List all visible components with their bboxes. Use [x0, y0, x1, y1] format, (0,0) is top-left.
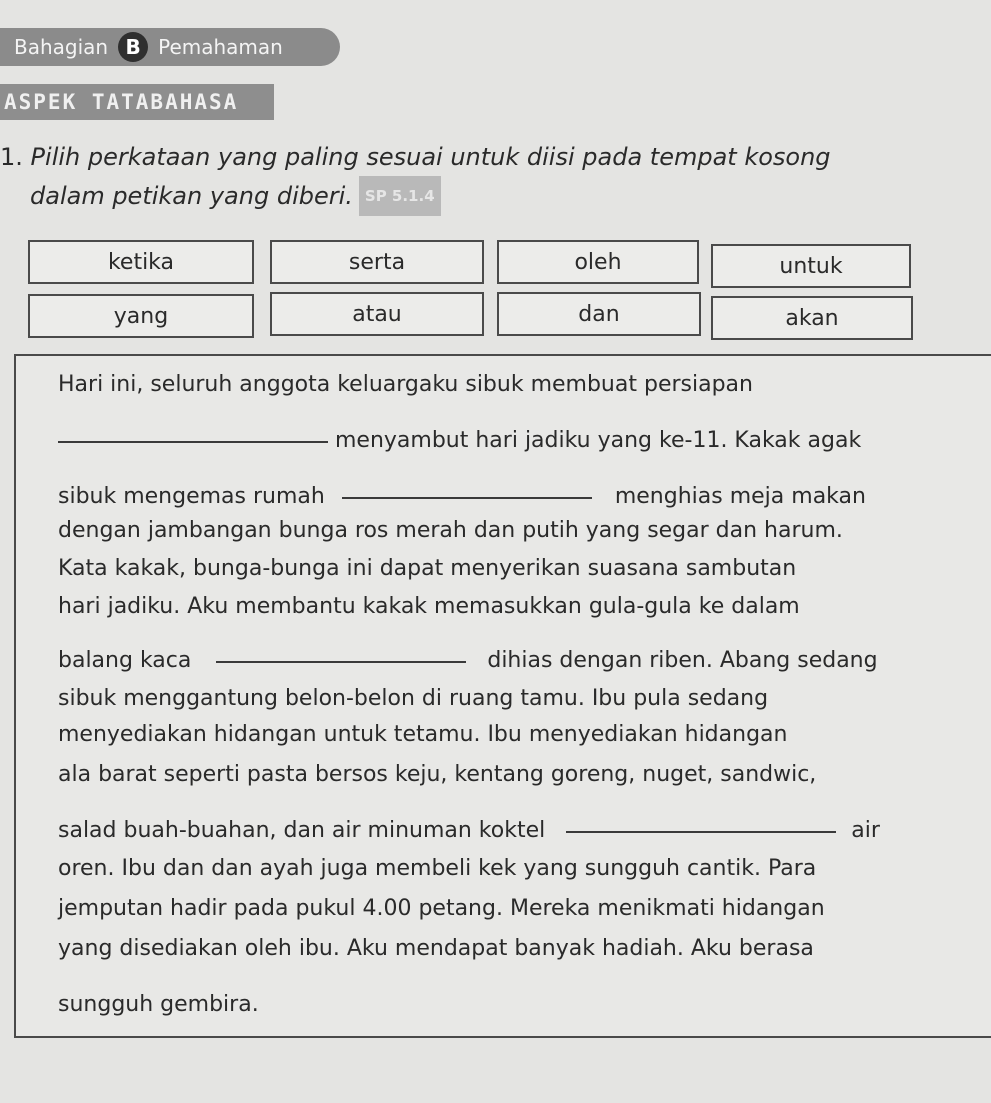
passage-line-7 [58, 648, 878, 673]
passage-line-4: dengan jambangan bunga ros merah dan putih yang segar dan harum. [58, 518, 843, 543]
passage-line-13: jemputan hadir pada pukul 4.00 petang. Mereka menikmati hidangan [58, 896, 825, 921]
passage-line-3-end: menghias meja makan [614, 484, 866, 509]
question-prompt [0, 138, 980, 216]
blank-1[interactable] [58, 440, 328, 443]
passage-line-11-end: air [851, 818, 880, 843]
passage-line-5: Kata kakak, bunga-bunga ini dapat menyerikan suasana sambutan [58, 556, 797, 581]
section-header [0, 28, 340, 66]
passage-line-14: yang disediakan oleh ibu. Aku mendapat banyak hadiah. Aku berasa [58, 936, 814, 961]
section-title: Pemahaman [158, 35, 283, 59]
question-line-2: dalam petikan yang diberi. [30, 182, 353, 210]
word-option-serta[interactable]: serta [270, 240, 484, 284]
passage-line-8: sibuk menggantung belon-belon di ruang tamu. Ibu pula sedang [58, 686, 769, 711]
word-option-yang[interactable]: yang [28, 294, 254, 338]
section-letter-badge: B [118, 32, 148, 62]
word-option-atau[interactable]: atau [270, 292, 484, 336]
section-label: Bahagian [14, 35, 109, 59]
word-option-dan[interactable]: dan [497, 292, 701, 336]
question-line-1: Pilih perkataan yang paling sesuai untuk diisi pada tempat kosong [30, 143, 831, 171]
aspect-banner: ASPEK TATABAHASA [0, 84, 274, 120]
blank-3[interactable] [216, 660, 466, 663]
blank-4[interactable] [566, 830, 836, 833]
passage-line-2-text: menyambut hari jadiku yang ke-11. Kakak agak [335, 428, 862, 453]
blank-2[interactable] [342, 496, 592, 499]
passage-line-7-end: dihias dengan riben. Abang sedang [487, 648, 878, 673]
passage-box [14, 354, 991, 1038]
word-option-untuk[interactable]: untuk [711, 244, 911, 288]
sp-code-badge: SP 5.1.4 [359, 176, 441, 216]
passage-line-7-start: balang kaca [58, 648, 192, 673]
passage-line-15: sungguh gembira. [58, 992, 259, 1017]
word-option-oleh[interactable]: oleh [497, 240, 699, 284]
word-option-ketika[interactable]: ketika [28, 240, 254, 284]
passage-line-2 [58, 428, 861, 453]
passage-line-3-start: sibuk mengemas rumah [58, 484, 325, 509]
passage-line-12: oren. Ibu dan dan ayah juga membeli kek yang sungguh cantik. Para [58, 856, 817, 881]
passage-line-9: menyediakan hidangan untuk tetamu. Ibu menyediakan hidangan [58, 722, 788, 747]
word-option-akan[interactable]: akan [711, 296, 913, 340]
passage-line-6: hari jadiku. Aku membantu kakak memasukkan gula-gula ke dalam [58, 594, 800, 619]
question-number: 1. [0, 143, 23, 171]
passage-line-11-start: salad buah-buahan, dan air minuman koktel [58, 818, 546, 843]
passage-line-3 [58, 484, 866, 509]
passage-line-1: Hari ini, seluruh anggota keluargaku sibuk membuat persiapan [58, 372, 753, 397]
passage-line-10: ala barat seperti pasta bersos keju, kentang goreng, nuget, sandwic, [58, 762, 817, 787]
passage-line-11 [58, 818, 880, 843]
